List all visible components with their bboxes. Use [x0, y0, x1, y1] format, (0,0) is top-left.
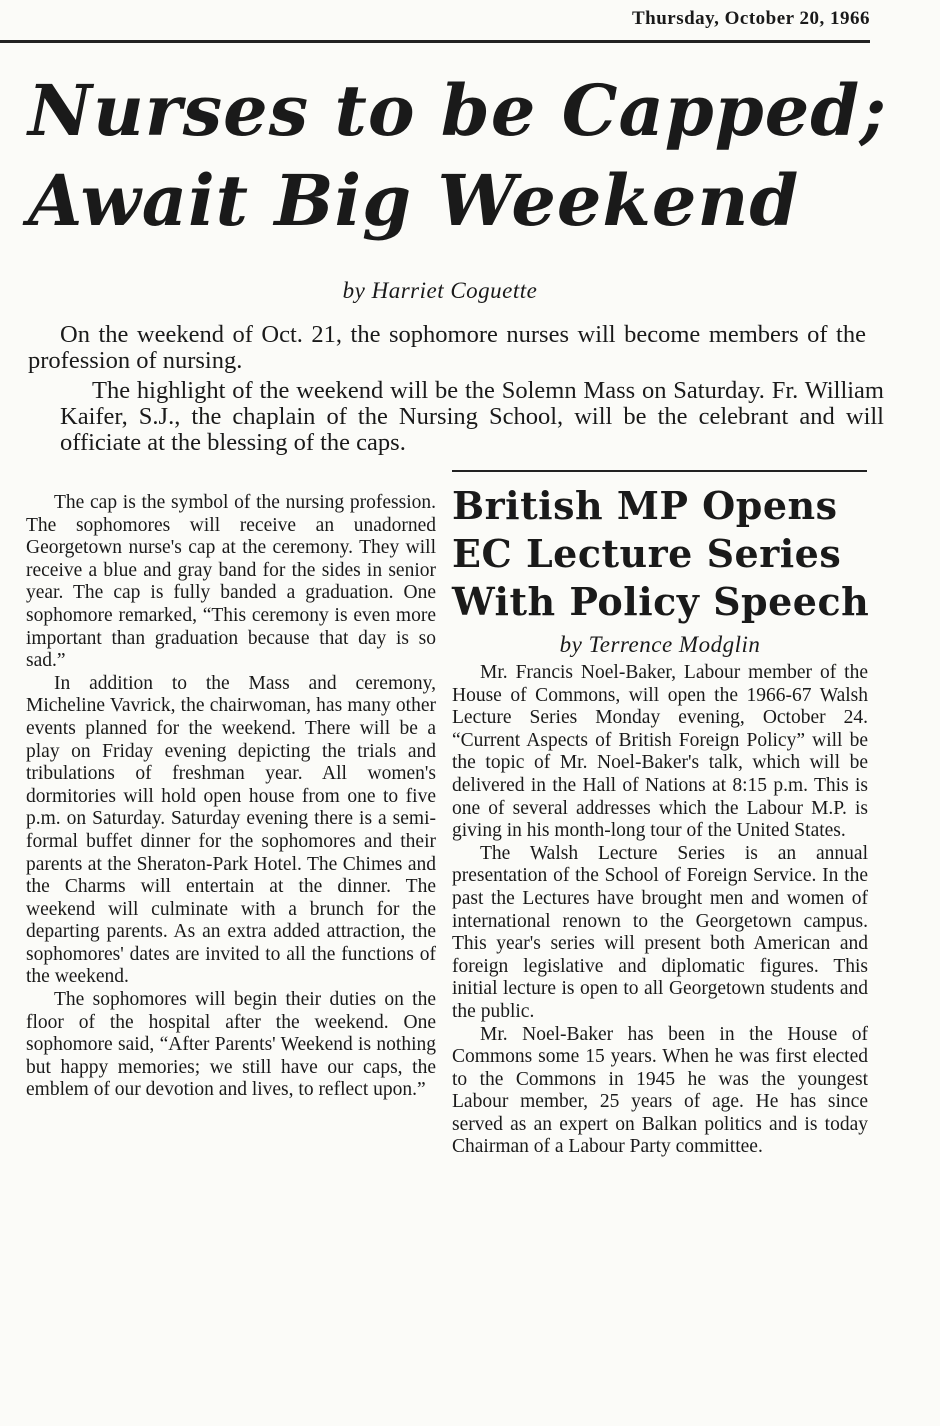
secondary-byline: by Terrence Modglin	[559, 632, 761, 657]
secondary-headline-line-1: British MP Opens	[452, 483, 838, 528]
body-paragraph: The cap is the symbol of the nursing profession. The sophomores will receive an unadorned Georgetown nurse's cap at the ceremony. They will receive a blue and gray band for the sides in senior year. The cap is fully banded a graduation. One sophomore remarked, “This ceremony is even more important than graduation because that day is so sad.”	[26, 492, 436, 672]
body-paragraph: Mr. Noel-Baker has been in the House of Commons some 15 years. When he was first elected to the Commons in 1945 he was the youngest Labour member, 25 years of age. He has since served as an expert on Balkan politics and is today Chairman of a Labour Party committee.	[452, 1023, 868, 1158]
second-paragraph	[28, 377, 884, 456]
lead-paragraph: On the weekend of Oct. 21, the sophomore nurses will become members of the profession of nursing.	[28, 321, 866, 374]
article-headline	[28, 66, 887, 246]
body-paragraph: The sophomores will begin their duties on the floor of the hospital after the weekend. One sophomore said, “After Parents' Weekend is nothing but happy memories; we still have our caps, the emblem of our devotion and lives, to reflect upon.”	[26, 989, 436, 1101]
dateline: Thursday, October 20, 1966	[631, 8, 870, 29]
secondary-headline-line-3: With Policy Speech	[452, 579, 870, 624]
top-rule	[0, 40, 870, 43]
body-paragraph: Mr. Francis Noel-Baker, Labour member of the House of Commons, will open the 1966-67 Walsh Lecture Series Monday evening, October 24. “Current Aspects of British Foreign Policy” will be the topic of Mr. Noel-Baker's talk, which will be delivered in the Hall of Nations at 8:15 p.m. This is one of several addresses which the Labour M.P. is giving in his month-long tour of the United States.	[452, 662, 868, 842]
article-column-right	[452, 482, 868, 1159]
body-paragraph: In addition to the Mass and ceremony, Micheline Vavrick, the chairwoman, has many other events planned for the weekend. There will be a play on Friday evening depicting the trials and tribulations of freshman year. All women's dormitories will hold open house from one to five p.m. on Saturday. Saturday evening there is a semi-formal buffet dinner for the sophomores and their parents at the Sheraton-Park Hotel. The Chimes and the Charms will entertain at the dinner. The weekend will culminate with a brunch for the departing parents. As an extra added attraction, the sophomores' dates are invited to all the functions of the weekend.	[26, 672, 436, 988]
secondary-headline-line-2: EC Lecture Series	[452, 531, 842, 576]
article-column-left	[26, 492, 436, 1102]
second-paragraph-text: The highlight of the weekend will be the Solemn Mass on Saturday. Fr. William Kaifer, S.J., the chaplain of the Nursing School, will be the celebrant and will officiate at the blessing of the caps.	[60, 377, 884, 456]
secondary-headline	[452, 482, 868, 626]
article-byline: by Harriet Coguette	[342, 278, 538, 303]
column-divider-rule	[452, 470, 867, 472]
headline-line-2: Await Big Weekend	[28, 159, 800, 242]
secondary-article-body	[452, 662, 868, 1159]
headline-line-1: Nurses to be Capped;	[28, 69, 888, 152]
body-paragraph: The Walsh Lecture Series is an annual presentation of the School of Foreign Service. In the past the Lectures have brought men and women of international renown to the Georgetown campus. This year's series will present both American and foreign legislative and diplomatic figures. This initial lecture is open to all Georgetown students and the public.	[452, 842, 868, 1022]
